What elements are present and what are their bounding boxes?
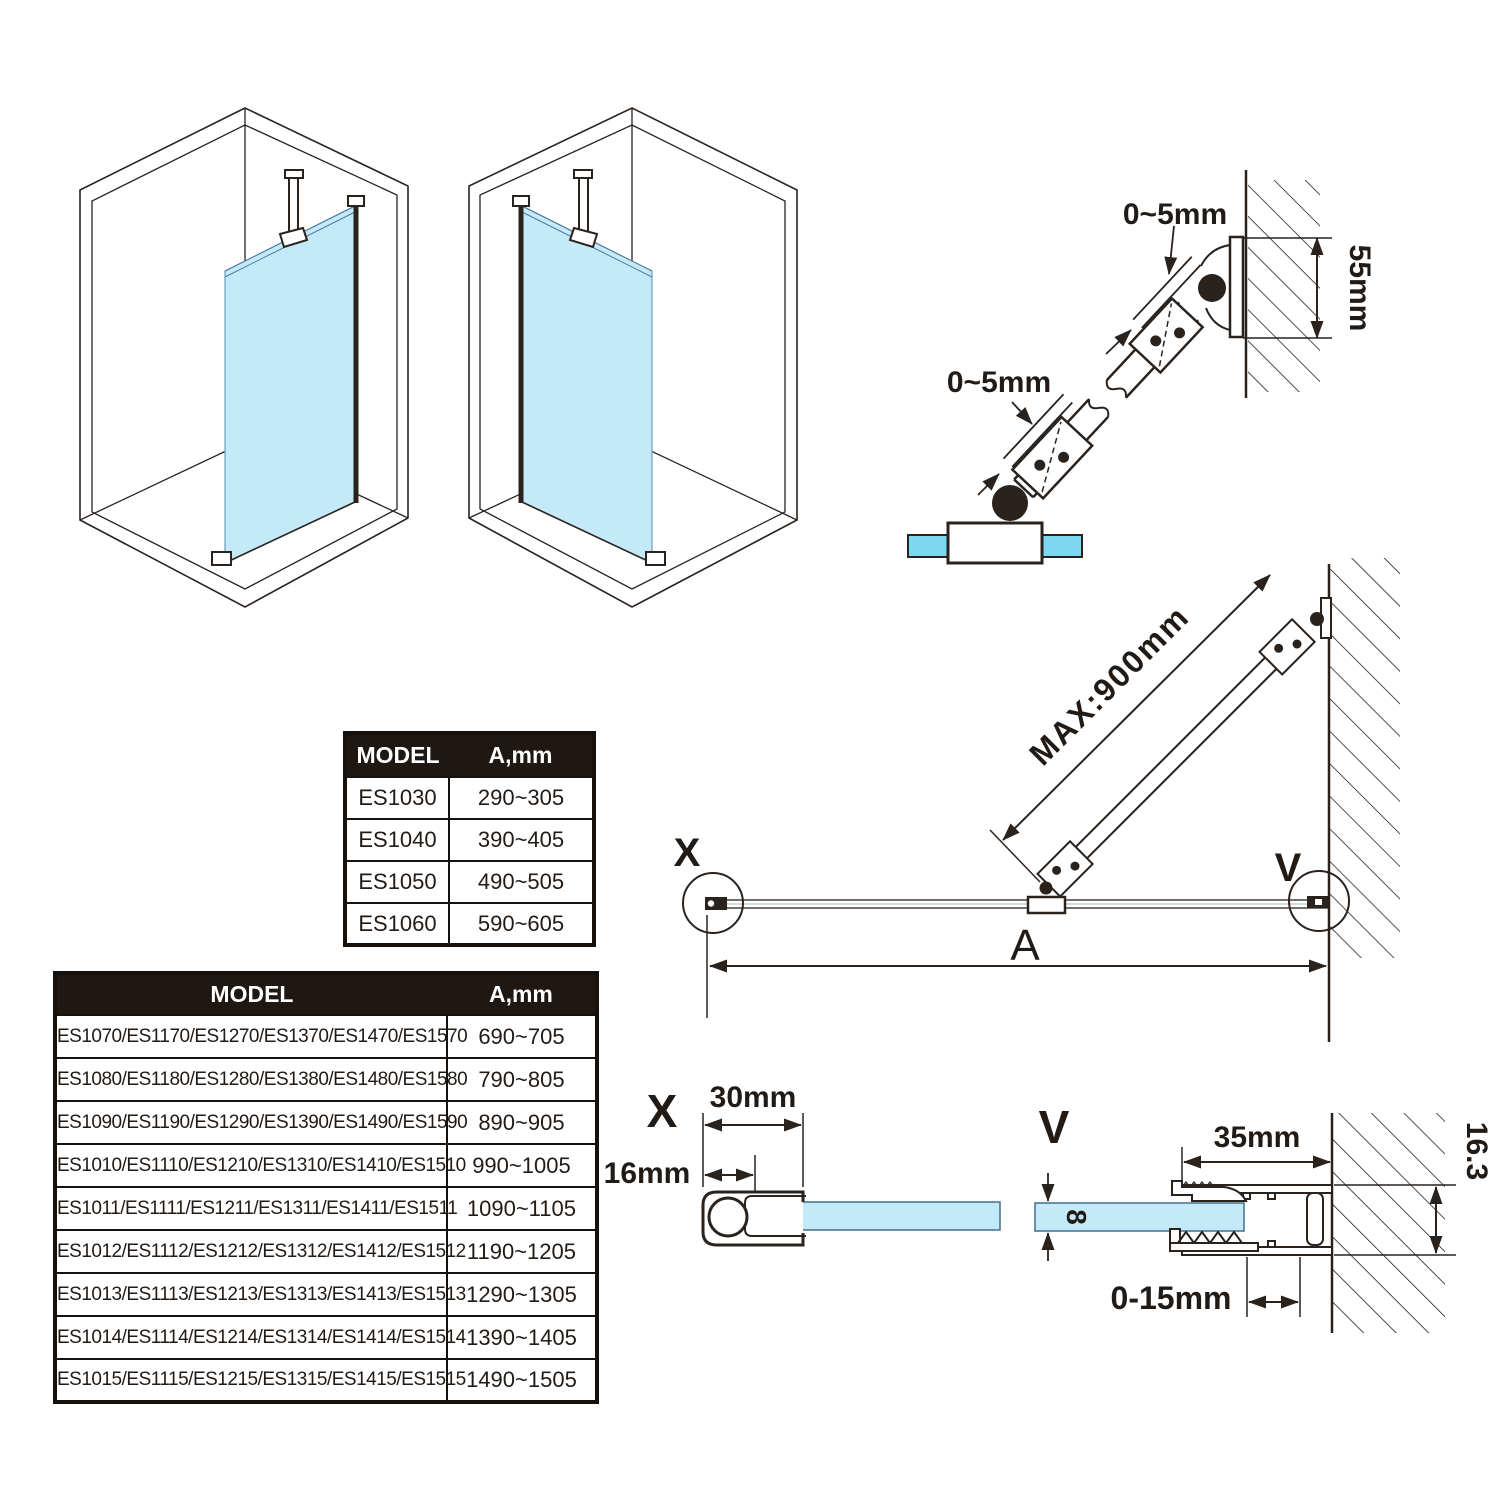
size-table-large — [53, 971, 599, 1404]
table-cell: ES1012/ES1112/ES1212/ES1312/ES1412/ES1512 — [55, 1230, 447, 1273]
col-header-model: MODEL — [55, 973, 447, 1015]
support-bar-plan — [1038, 619, 1315, 896]
section-x-label: X — [646, 1085, 678, 1137]
table-cell: 1490~1505 — [447, 1359, 597, 1402]
section-v-detail — [1020, 1055, 1500, 1405]
gap-upper-label: 0~5mm — [1122, 198, 1228, 231]
upper-pivot — [1310, 612, 1324, 626]
isometric-view-left — [60, 85, 440, 715]
ceiling-support-bar — [570, 170, 597, 247]
table-cell: ES1011/ES1111/ES1211/ES1311/ES1411/ES1511 — [55, 1187, 447, 1230]
table-body — [55, 1015, 597, 1402]
plan-view — [650, 540, 1500, 1060]
gap-lower-label: 0~5mm — [946, 366, 1052, 399]
profile-width-dim — [703, 1081, 803, 1187]
table-row — [55, 1101, 597, 1144]
upper-bar-clamp — [1130, 299, 1203, 373]
table-cell: 1290~1305 — [447, 1273, 597, 1316]
table-row — [345, 861, 594, 903]
center-glass-clamp — [1028, 897, 1065, 913]
table-cell: ES1030 — [345, 777, 449, 819]
table-header-row — [345, 733, 594, 777]
table-cell: 990~1005 — [447, 1144, 597, 1187]
wall-mount-plate — [1230, 237, 1243, 337]
table-cell: 390~405 — [449, 819, 594, 861]
table-row — [55, 1359, 597, 1402]
spring-serration — [1178, 1232, 1242, 1243]
table-row — [55, 1316, 597, 1359]
bottom-base — [1170, 1243, 1258, 1251]
upper-pivot — [1198, 274, 1226, 302]
floor-bracket — [212, 552, 231, 565]
profile-width-dim — [1182, 1121, 1330, 1181]
end-profile — [703, 1192, 806, 1245]
table-row — [55, 1058, 597, 1101]
table-cell: 1390~1405 — [447, 1316, 597, 1359]
adjust-range-label: 0-15mm — [1110, 1280, 1232, 1316]
table-row — [345, 777, 594, 819]
callout-x-label: X — [673, 831, 701, 875]
col-header-model: MODEL — [345, 733, 449, 777]
table-cell: ES1013/ES1113/ES1213/ES1313/ES1413/ES1513 — [55, 1273, 447, 1316]
table-cell: ES1090/ES1190/ES1290/ES1390/ES1490/ES1590 — [55, 1101, 447, 1144]
table-cell: 590~605 — [449, 903, 594, 945]
wall-hatch — [1248, 180, 1320, 392]
table-row — [345, 819, 594, 861]
bracket-hook-bottom — [1206, 308, 1230, 330]
table-cell: ES1050 — [345, 861, 449, 903]
max-bar-label: MAX:900mm — [1022, 598, 1197, 773]
wall-profile-cap — [348, 196, 364, 206]
upper-bar-clamp — [1260, 619, 1315, 674]
glass-panel — [225, 196, 364, 563]
table-cell: 490~505 — [449, 861, 594, 903]
table-cell: ES1070/ES1170/ES1270/ES1370/ES1470/ES1570 — [55, 1015, 447, 1058]
lower-bar-clamp — [1012, 417, 1092, 498]
profile-width-label: 35mm — [1213, 1121, 1301, 1154]
width-dim-a — [707, 915, 1326, 1018]
section-x-detail — [595, 1055, 1035, 1355]
table-row — [55, 1187, 597, 1230]
bracket-hook-top — [1201, 245, 1230, 266]
profile-depth-label: 16.3 — [1460, 1121, 1493, 1181]
glass-thickness-label: 8 — [1061, 1209, 1092, 1225]
max-bar-dim — [990, 575, 1270, 882]
table-cell: ES1010/ES1110/ES1210/ES1310/ES1410/ES1510 — [55, 1144, 447, 1187]
table-cell: 690~705 — [447, 1015, 597, 1058]
table-body — [345, 777, 594, 945]
wall-profile-cap — [513, 196, 529, 206]
table-row — [345, 903, 594, 945]
table-cell: 290~305 — [449, 777, 594, 819]
table-cell: ES1014/ES1114/ES1214/ES1314/ES1414/ES1514 — [55, 1316, 447, 1359]
glass-end-cap-x — [705, 897, 727, 910]
col-header-amm: A,mm — [447, 973, 597, 1015]
table-header-row — [55, 973, 597, 1015]
table-cell: ES1080/ES1180/ES1280/ES1380/ES1480/ES1580 — [55, 1058, 447, 1101]
wall-section — [1246, 170, 1320, 398]
table-row — [55, 1230, 597, 1273]
table-cell: ES1060 — [345, 903, 449, 945]
section-v-label: V — [1038, 1101, 1070, 1153]
table-cell: 890~905 — [447, 1101, 597, 1144]
glass-panel — [513, 196, 652, 563]
table-row — [55, 1144, 597, 1187]
table-cell: ES1040 — [345, 819, 449, 861]
tube-width-label: 16mm — [603, 1157, 691, 1190]
tube-width-dim — [604, 1155, 755, 1193]
table-row — [55, 1015, 597, 1058]
profile-width-label: 30mm — [709, 1081, 797, 1114]
width-a-label: A — [1010, 921, 1040, 970]
wall-hatch — [1330, 558, 1400, 958]
table-cell: ES1015/ES1115/ES1215/ES1315/ES1415/ES1515 — [55, 1359, 447, 1402]
lower-pivot — [1040, 882, 1053, 895]
callout-v-label: V — [1274, 846, 1302, 890]
round-bar-socket — [709, 1198, 747, 1236]
wall-hatch — [1333, 1113, 1445, 1333]
ceiling-support-bar — [280, 170, 307, 247]
size-table-small — [343, 731, 596, 947]
lower-pivot — [992, 485, 1028, 521]
glass-end-cap-v — [1307, 896, 1329, 908]
plate-height-label: 55mm — [1343, 244, 1376, 332]
col-header-amm: A,mm — [449, 733, 594, 777]
table-cell: 1090~1105 — [447, 1187, 597, 1230]
adjust-range-dim — [1111, 1257, 1300, 1317]
table-row — [55, 1273, 597, 1316]
table-cell: 1190~1205 — [447, 1230, 597, 1273]
table-cell: 790~805 — [447, 1058, 597, 1101]
